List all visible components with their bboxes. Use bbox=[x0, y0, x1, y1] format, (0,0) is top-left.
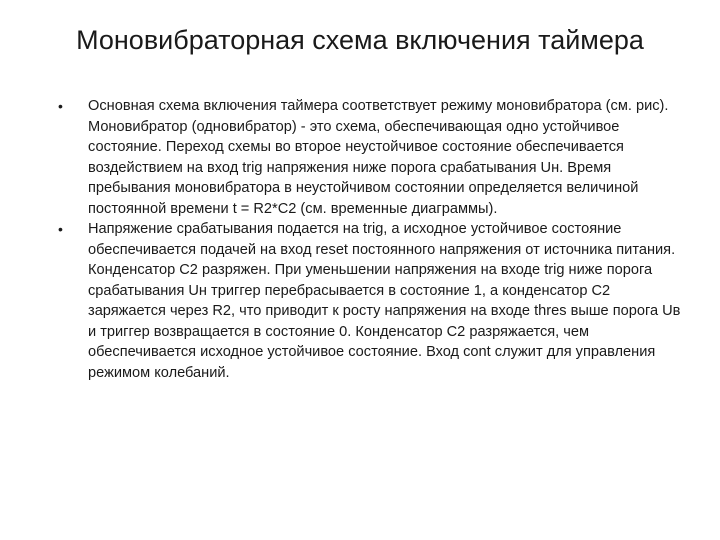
bullet-text-1: Основная схема включения таймера соответствует режиму моновибратора (см. рис). Моновибратор (одновибратор) - это схема, обеспечивающая одно устойчивое состояние. Переход схемы во второе неустойчивое состояние обеспечивается воздействием на вход trig напряжения ниже порога срабатывания Uн. Время пребывания моновибратора в неустойчивом состоянии определяется величиной постоянной времени t = R2*C2 (см. временные диаграммы). bbox=[88, 98, 669, 217]
bullet-marker: • bbox=[58, 98, 63, 114]
bullet-marker: • bbox=[58, 221, 63, 237]
slide-title: Моновибраторная схема включения таймера bbox=[76, 25, 644, 55]
bullet-item-1 bbox=[54, 96, 690, 219]
bullet-list bbox=[54, 96, 690, 383]
bullet-text-2: Напряжение срабатывания подается на trig, а исходное устойчивое состояние обеспечивается подачей на вход reset постоянного напряжения от источника питания. Конденсатор C2 разряжен. При уменьшении напряжения на входе trig ниже порога срабатывания Uн триггер перебрасывается в состояние 1, а конденсатор C2 заряжается через R2, что приводит к росту напряжения на входе thres выше порога Uв и триггер возвращается в состояние 0. Конденсатор C2 разряжается, чем обеспечивается исходное устойчивое состояние. Вход cont служит для управления режимом колебаний. bbox=[88, 221, 681, 381]
bullet-item-2 bbox=[54, 219, 690, 383]
